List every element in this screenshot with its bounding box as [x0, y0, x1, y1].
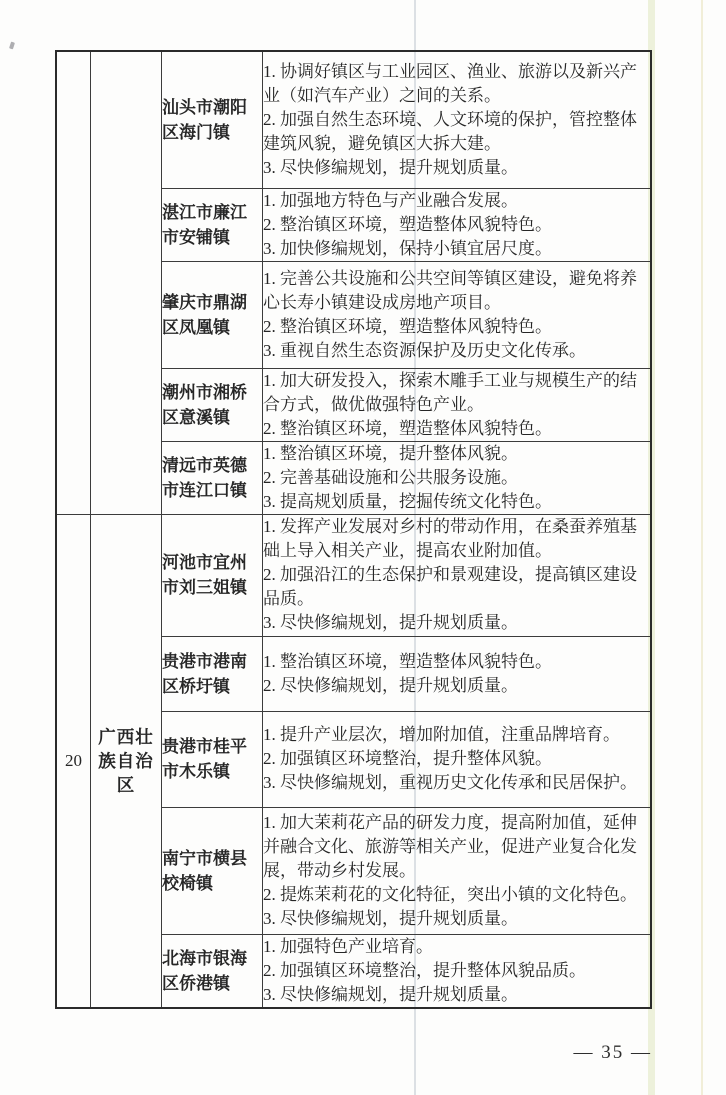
town-cell: 南宁市横县校椅镇	[162, 807, 263, 934]
town-cell: 汕头市潮阳区海门镇	[162, 51, 263, 188]
requirement-item: 2. 加强镇区环境整治，提升整体风貌品质。	[263, 960, 586, 980]
requirement-item: 3. 尽快修编规划，提升规划质量。	[263, 908, 518, 928]
requirements-cell	[263, 188, 652, 261]
town-cell: 清远市英德市连江口镇	[162, 441, 263, 514]
requirements-cell	[263, 514, 652, 636]
requirement-item: 3. 尽快修编规划，重视历史文化传承和民居保护。	[263, 773, 637, 792]
town-cell: 潮州市湘桥区意溪镇	[162, 368, 263, 441]
requirement-item: 1. 提升产业层次，增加附加值，注重品牌培育。	[263, 725, 620, 744]
table-row	[56, 514, 651, 636]
requirement-item: 2. 整治镇区环境，塑造整体风貌特色。	[263, 214, 552, 234]
requirement-item: 2. 提炼茉莉花的文化特征，突出小镇的文化特色。	[263, 884, 637, 904]
town-cell: 湛江市廉江市安铺镇	[162, 188, 263, 261]
requirement-item: 2. 加强自然生态环境、人文环境的保护，管控整体建筑风貌，避免镇区大拆大建。	[263, 109, 637, 153]
requirement-item: 3. 尽快修编规划，提升规划质量。	[263, 984, 518, 1004]
requirement-item: 1. 加大茉莉花产品的研发力度，提高附加值，延伸并融合文化、旅游等相关产业，促进产业复合化发展，带动乡村发展。	[263, 812, 637, 880]
requirement-item: 1. 发挥产业发展对乡村的带动作用，在桑蚕养殖基础上导入相关产业，提高农业附加值。	[263, 517, 637, 560]
requirement-item: 3. 提高规划质量，挖掘传统文化特色。	[263, 491, 552, 511]
town-cell: 北海市银海区侨港镇	[162, 934, 263, 1008]
requirement-item: 1. 加强特色产业培育。	[263, 936, 433, 956]
province-cell	[91, 51, 162, 514]
town-cell: 贵港市桂平市木乐镇	[162, 711, 263, 807]
requirement-item: 1. 完善公共设施和公共空间等镇区建设，避免将养心长寿小镇建设成房地产项目。	[263, 268, 637, 312]
towns-requirements-table	[55, 50, 652, 1009]
requirement-item: 1. 整治镇区环境，提升整体风貌。	[263, 443, 518, 463]
requirement-item: 1. 加大研发投入，探索木雕手工业与规模生产的结合方式，做优做强特色产业。	[263, 370, 637, 414]
requirement-item: 3. 尽快修编规划，提升规划质量。	[263, 157, 518, 177]
requirement-item: 2. 加强沿江的生态保护和景观建设，提高镇区建设品质。	[263, 565, 637, 608]
requirement-item: 1. 加强地方特色与产业融合发展。	[263, 190, 518, 210]
requirement-item: 2. 整治镇区环境，塑造整体风貌特色。	[263, 418, 552, 438]
requirements-cell	[263, 636, 652, 711]
town-cell: 肇庆市鼎湖区凤凰镇	[162, 261, 263, 368]
requirements-cell	[263, 934, 652, 1008]
section-index-cell	[56, 51, 91, 514]
requirement-item: 1. 整治镇区环境，塑造整体风貌特色。	[263, 651, 552, 671]
requirements-cell	[263, 441, 652, 514]
requirement-item: 2. 整治镇区环境，塑造整体风貌特色。	[263, 316, 552, 336]
requirement-item: 3. 重视自然生态资源保护及历史文化传承。	[263, 340, 586, 360]
requirements-cell	[263, 51, 652, 188]
requirement-item: 2. 尽快修编规划，提升规划质量。	[263, 675, 518, 695]
town-cell: 贵港市港南区桥圩镇	[162, 636, 263, 711]
town-cell: 河池市宜州市刘三姐镇	[162, 514, 263, 636]
table-row	[56, 51, 651, 188]
section-index-cell: 20	[56, 514, 91, 1008]
requirements-cell	[263, 711, 652, 807]
scan-edge-line	[701, 0, 703, 1095]
page-number: — 35 —	[573, 1042, 652, 1063]
requirements-cell	[263, 261, 652, 368]
requirement-item: 3. 加快修编规划，保持小镇宜居尺度。	[263, 238, 552, 258]
requirement-item: 1. 协调好镇区与工业园区、渔业、旅游以及新兴产业（如汽车产业）之间的关系。	[263, 61, 637, 105]
requirement-item: 2. 完善基础设施和公共服务设施。	[263, 467, 518, 487]
province-cell: 广西壮族自治区	[91, 514, 162, 1008]
scan-speck	[9, 42, 15, 50]
requirement-item: 3. 尽快修编规划，提升规划质量。	[263, 613, 518, 632]
requirements-cell	[263, 368, 652, 441]
requirements-cell	[263, 807, 652, 934]
requirement-item: 2. 加强镇区环境整治，提升整体风貌。	[263, 749, 552, 768]
